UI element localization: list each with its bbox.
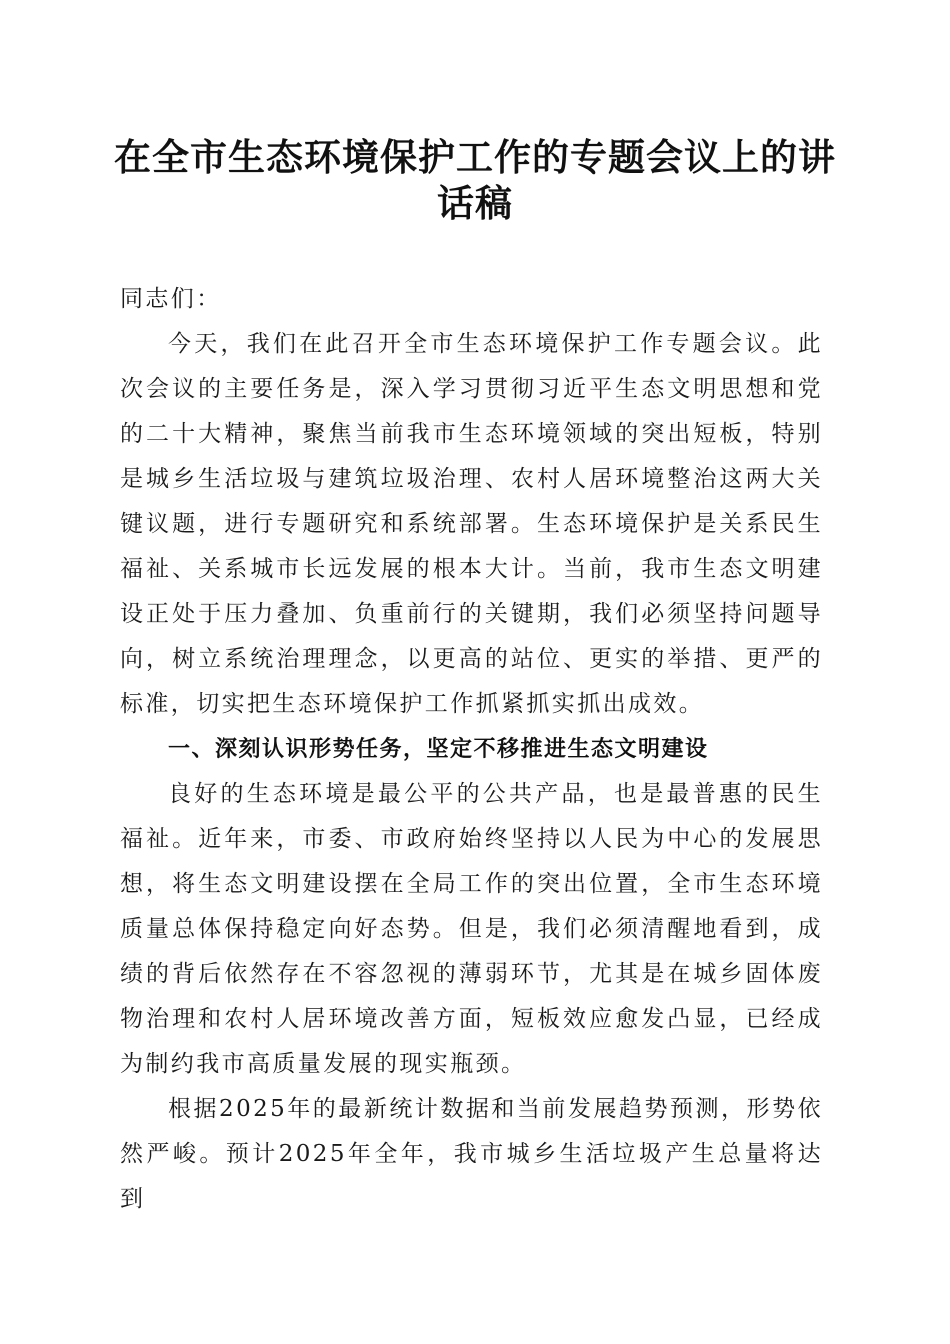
section-heading-1: 一、深刻认识形势任务，坚定不移推进生态文明建设 bbox=[168, 737, 709, 762]
document-body bbox=[120, 277, 823, 1222]
paragraph-intro: 今天，我们在此召开全市生态环境保护工作专题会议。此次会议的主要任务是，深入学习贯彻习近平生态文明思想和党的二十大精神，聚焦当前我市生态环境领域的突出短板，特别是城乡生活垃圾与建筑垃圾治理、农村人居环境整治这两大关键议题，进行专题研究和系统部署。生态环境保护是关系民生福祉、关系城市长远发展的根本大计。当前，我市生态文明建设正处于压力叠加、负重前行的关键期，我们必须坚持问题导向，树立系统治理理念，以更高的站位、更实的举措、更严的标准，切实把生态环境保护工作抓紧抓实抓出成效。 bbox=[120, 331, 823, 717]
paragraph-statistics: 根据2025年的最新统计数据和当前发展趋势预测，形势依然严峻。预计2025年全年，我市城乡生活垃圾产生总量将达到 bbox=[120, 1096, 823, 1212]
document-title: 在全市生态环境保护工作的专题会议上的讲话稿 bbox=[114, 135, 836, 225]
paragraph-situation: 良好的生态环境是最公平的公共产品，也是最普惠的民生福祉。近年来，市委、市政府始终坚持以人民为中心的发展思想，将生态文明建设摆在全局工作的突出位置，全市生态环境质量总体保持稳定向好态势。但是，我们必须清醒地看到，成绩的背后依然存在不容忽视的薄弱环节，尤其是在城乡固体废物治理和农村人居环境改善方面，短板效应愈发凸显，已经成为制约我市高质量发展的现实瓶颈。 bbox=[120, 781, 823, 1077]
greeting: 同志们： bbox=[120, 286, 222, 312]
